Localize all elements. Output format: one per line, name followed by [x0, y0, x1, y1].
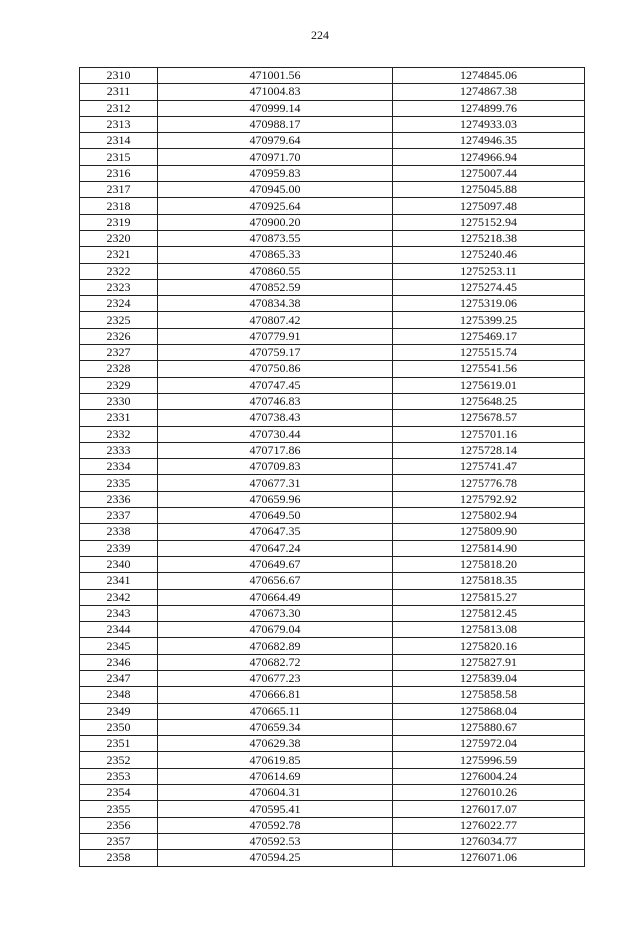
y-coordinate-cell: 1274899.76 — [393, 100, 585, 116]
point-number-cell: 2318 — [80, 198, 158, 214]
x-coordinate-cell: 470925.64 — [158, 198, 393, 214]
point-number-cell: 2342 — [80, 589, 158, 605]
y-coordinate-cell: 1275827.91 — [393, 654, 585, 670]
table-row — [80, 84, 585, 100]
point-number-cell: 2319 — [80, 214, 158, 230]
table-row — [80, 573, 585, 589]
point-number-cell: 2320 — [80, 230, 158, 246]
x-coordinate-cell: 470873.55 — [158, 230, 393, 246]
y-coordinate-cell: 1275996.59 — [393, 752, 585, 768]
y-coordinate-cell: 1275007.44 — [393, 165, 585, 181]
table-row — [80, 703, 585, 719]
point-number-cell: 2348 — [80, 687, 158, 703]
y-coordinate-cell: 1275648.25 — [393, 393, 585, 409]
x-coordinate-cell: 470900.20 — [158, 214, 393, 230]
table-row — [80, 850, 585, 866]
point-number-cell: 2357 — [80, 833, 158, 849]
x-coordinate-cell: 470677.31 — [158, 475, 393, 491]
table-row — [80, 393, 585, 409]
table-row — [80, 247, 585, 263]
point-number-cell: 2328 — [80, 361, 158, 377]
x-coordinate-cell: 470659.96 — [158, 491, 393, 507]
table-row — [80, 719, 585, 735]
point-number-cell: 2349 — [80, 703, 158, 719]
point-number-cell: 2355 — [80, 801, 158, 817]
point-number-cell: 2317 — [80, 182, 158, 198]
point-number-cell: 2331 — [80, 410, 158, 426]
y-coordinate-cell: 1276010.26 — [393, 785, 585, 801]
y-coordinate-cell: 1275812.45 — [393, 605, 585, 621]
y-coordinate-cell: 1276004.24 — [393, 768, 585, 784]
point-number-cell: 2356 — [80, 817, 158, 833]
x-coordinate-cell: 470807.42 — [158, 312, 393, 328]
y-coordinate-cell: 1275820.16 — [393, 638, 585, 654]
table-row — [80, 230, 585, 246]
y-coordinate-cell: 1274845.06 — [393, 68, 585, 84]
x-coordinate-cell: 470865.33 — [158, 247, 393, 263]
y-coordinate-cell: 1275776.78 — [393, 475, 585, 491]
table-row — [80, 442, 585, 458]
x-coordinate-cell: 470746.83 — [158, 393, 393, 409]
table-row — [80, 361, 585, 377]
x-coordinate-cell: 470595.41 — [158, 801, 393, 817]
point-number-cell: 2338 — [80, 524, 158, 540]
y-coordinate-cell: 1274946.35 — [393, 133, 585, 149]
x-coordinate-cell: 470629.38 — [158, 736, 393, 752]
x-coordinate-cell: 471001.56 — [158, 68, 393, 84]
table-row — [80, 459, 585, 475]
y-coordinate-cell: 1275619.01 — [393, 377, 585, 393]
table-row — [80, 540, 585, 556]
point-number-cell: 2339 — [80, 540, 158, 556]
point-number-cell: 2311 — [80, 84, 158, 100]
point-number-cell: 2333 — [80, 442, 158, 458]
point-number-cell: 2340 — [80, 556, 158, 572]
y-coordinate-cell: 1275880.67 — [393, 719, 585, 735]
y-coordinate-cell: 1274966.94 — [393, 149, 585, 165]
y-coordinate-cell: 1275319.06 — [393, 296, 585, 312]
table-row — [80, 263, 585, 279]
point-number-cell: 2330 — [80, 393, 158, 409]
y-coordinate-cell: 1274867.38 — [393, 84, 585, 100]
table-row — [80, 296, 585, 312]
y-coordinate-cell: 1275469.17 — [393, 328, 585, 344]
table-row — [80, 508, 585, 524]
coordinates-table — [79, 67, 585, 867]
point-number-cell: 2321 — [80, 247, 158, 263]
table-row — [80, 377, 585, 393]
table-row — [80, 475, 585, 491]
x-coordinate-cell: 470852.59 — [158, 279, 393, 295]
y-coordinate-cell: 1275858.58 — [393, 687, 585, 703]
table-row — [80, 817, 585, 833]
x-coordinate-cell: 470659.34 — [158, 719, 393, 735]
point-number-cell: 2327 — [80, 345, 158, 361]
x-coordinate-cell: 470664.49 — [158, 589, 393, 605]
table-row — [80, 736, 585, 752]
y-coordinate-cell: 1276071.06 — [393, 850, 585, 866]
table-row — [80, 165, 585, 181]
point-number-cell: 2346 — [80, 654, 158, 670]
x-coordinate-cell: 470677.23 — [158, 670, 393, 686]
point-number-cell: 2322 — [80, 263, 158, 279]
y-coordinate-cell: 1275972.04 — [393, 736, 585, 752]
x-coordinate-cell: 470971.70 — [158, 149, 393, 165]
x-coordinate-cell: 470860.55 — [158, 263, 393, 279]
point-number-cell: 2350 — [80, 719, 158, 735]
y-coordinate-cell: 1275818.20 — [393, 556, 585, 572]
y-coordinate-cell: 1275701.16 — [393, 426, 585, 442]
x-coordinate-cell: 470959.83 — [158, 165, 393, 181]
x-coordinate-cell: 470750.86 — [158, 361, 393, 377]
table-row — [80, 622, 585, 638]
x-coordinate-cell: 470709.83 — [158, 459, 393, 475]
point-number-cell: 2351 — [80, 736, 158, 752]
table-row — [80, 116, 585, 132]
x-coordinate-cell: 470747.45 — [158, 377, 393, 393]
x-coordinate-cell: 470594.25 — [158, 850, 393, 866]
x-coordinate-cell: 470999.14 — [158, 100, 393, 116]
x-coordinate-cell: 470666.81 — [158, 687, 393, 703]
y-coordinate-cell: 1275253.11 — [393, 263, 585, 279]
x-coordinate-cell: 470682.72 — [158, 654, 393, 670]
y-coordinate-cell: 1275868.04 — [393, 703, 585, 719]
table-row — [80, 752, 585, 768]
point-number-cell: 2310 — [80, 68, 158, 84]
x-coordinate-cell: 470759.17 — [158, 345, 393, 361]
y-coordinate-cell: 1275541.56 — [393, 361, 585, 377]
point-number-cell: 2315 — [80, 149, 158, 165]
table-row — [80, 801, 585, 817]
table-row — [80, 312, 585, 328]
point-number-cell: 2326 — [80, 328, 158, 344]
y-coordinate-cell: 1276034.77 — [393, 833, 585, 849]
table-row — [80, 670, 585, 686]
x-coordinate-cell: 470614.69 — [158, 768, 393, 784]
table-row — [80, 605, 585, 621]
table-row — [80, 345, 585, 361]
x-coordinate-cell: 471004.83 — [158, 84, 393, 100]
table-row — [80, 410, 585, 426]
x-coordinate-cell: 470647.35 — [158, 524, 393, 540]
point-number-cell: 2345 — [80, 638, 158, 654]
point-number-cell: 2336 — [80, 491, 158, 507]
y-coordinate-cell: 1276017.07 — [393, 801, 585, 817]
point-number-cell: 2329 — [80, 377, 158, 393]
table-row — [80, 785, 585, 801]
coordinates-table-body — [80, 68, 585, 867]
table-row — [80, 149, 585, 165]
table-row — [80, 638, 585, 654]
point-number-cell: 2337 — [80, 508, 158, 524]
table-row — [80, 100, 585, 116]
y-coordinate-cell: 1274933.03 — [393, 116, 585, 132]
table-row — [80, 279, 585, 295]
x-coordinate-cell: 470988.17 — [158, 116, 393, 132]
point-number-cell: 2352 — [80, 752, 158, 768]
y-coordinate-cell: 1275802.94 — [393, 508, 585, 524]
table-row — [80, 491, 585, 507]
x-coordinate-cell: 470738.43 — [158, 410, 393, 426]
x-coordinate-cell: 470649.67 — [158, 556, 393, 572]
y-coordinate-cell: 1276022.77 — [393, 817, 585, 833]
table-row — [80, 589, 585, 605]
table-row — [80, 214, 585, 230]
point-number-cell: 2347 — [80, 670, 158, 686]
y-coordinate-cell: 1275274.45 — [393, 279, 585, 295]
x-coordinate-cell: 470656.67 — [158, 573, 393, 589]
y-coordinate-cell: 1275728.14 — [393, 442, 585, 458]
y-coordinate-cell: 1275809.90 — [393, 524, 585, 540]
y-coordinate-cell: 1275515.74 — [393, 345, 585, 361]
point-number-cell: 2358 — [80, 850, 158, 866]
x-coordinate-cell: 470649.50 — [158, 508, 393, 524]
y-coordinate-cell: 1275097.48 — [393, 198, 585, 214]
point-number-cell: 2344 — [80, 622, 158, 638]
x-coordinate-cell: 470945.00 — [158, 182, 393, 198]
y-coordinate-cell: 1275678.57 — [393, 410, 585, 426]
x-coordinate-cell: 470979.64 — [158, 133, 393, 149]
point-number-cell: 2343 — [80, 605, 158, 621]
x-coordinate-cell: 470834.38 — [158, 296, 393, 312]
y-coordinate-cell: 1275045.88 — [393, 182, 585, 198]
table-row — [80, 654, 585, 670]
y-coordinate-cell: 1275818.35 — [393, 573, 585, 589]
x-coordinate-cell: 470647.24 — [158, 540, 393, 556]
page-number: 224 — [311, 28, 329, 42]
table-row — [80, 198, 585, 214]
table-row — [80, 556, 585, 572]
table-row — [80, 687, 585, 703]
x-coordinate-cell: 470592.78 — [158, 817, 393, 833]
y-coordinate-cell: 1275399.25 — [393, 312, 585, 328]
table-row — [80, 182, 585, 198]
x-coordinate-cell: 470619.85 — [158, 752, 393, 768]
point-number-cell: 2334 — [80, 459, 158, 475]
x-coordinate-cell: 470779.91 — [158, 328, 393, 344]
table-row — [80, 426, 585, 442]
point-number-cell: 2316 — [80, 165, 158, 181]
table-row — [80, 833, 585, 849]
x-coordinate-cell: 470682.89 — [158, 638, 393, 654]
y-coordinate-cell: 1275792.92 — [393, 491, 585, 507]
x-coordinate-cell: 470592.53 — [158, 833, 393, 849]
x-coordinate-cell: 470717.86 — [158, 442, 393, 458]
point-number-cell: 2354 — [80, 785, 158, 801]
y-coordinate-cell: 1275813.08 — [393, 622, 585, 638]
x-coordinate-cell: 470730.44 — [158, 426, 393, 442]
table-row — [80, 328, 585, 344]
point-number-cell: 2341 — [80, 573, 158, 589]
point-number-cell: 2313 — [80, 116, 158, 132]
y-coordinate-cell: 1275240.46 — [393, 247, 585, 263]
y-coordinate-cell: 1275815.27 — [393, 589, 585, 605]
table-row — [80, 768, 585, 784]
point-number-cell: 2312 — [80, 100, 158, 116]
point-number-cell: 2324 — [80, 296, 158, 312]
point-number-cell: 2325 — [80, 312, 158, 328]
table-row — [80, 133, 585, 149]
x-coordinate-cell: 470679.04 — [158, 622, 393, 638]
point-number-cell: 2353 — [80, 768, 158, 784]
x-coordinate-cell: 470665.11 — [158, 703, 393, 719]
point-number-cell: 2335 — [80, 475, 158, 491]
point-number-cell: 2314 — [80, 133, 158, 149]
y-coordinate-cell: 1275839.04 — [393, 670, 585, 686]
table-row — [80, 524, 585, 540]
y-coordinate-cell: 1275814.90 — [393, 540, 585, 556]
y-coordinate-cell: 1275152.94 — [393, 214, 585, 230]
y-coordinate-cell: 1275218.38 — [393, 230, 585, 246]
x-coordinate-cell: 470673.30 — [158, 605, 393, 621]
point-number-cell: 2323 — [80, 279, 158, 295]
x-coordinate-cell: 470604.31 — [158, 785, 393, 801]
y-coordinate-cell: 1275741.47 — [393, 459, 585, 475]
point-number-cell: 2332 — [80, 426, 158, 442]
table-row — [80, 68, 585, 84]
